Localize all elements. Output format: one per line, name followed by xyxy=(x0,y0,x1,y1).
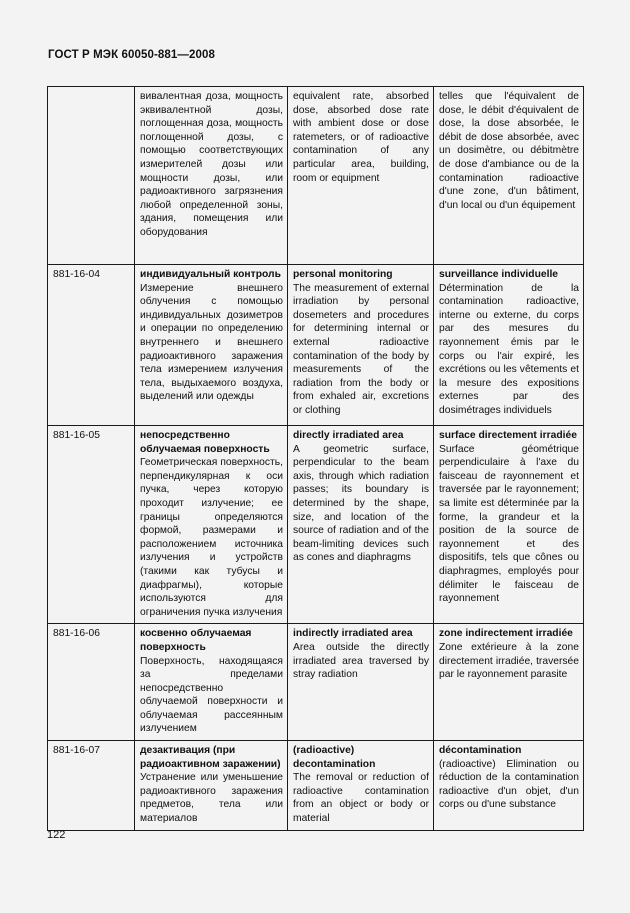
fr-term: surveillance individuelle xyxy=(439,269,559,280)
term-number: 881-16-07 xyxy=(48,741,135,831)
en-cell xyxy=(288,741,434,831)
ru-definition: Измерение внешнего облучения с помощью индивидуальных дозиметров и операции по определению внутреннего и внешнего радиоактивного заражения тела измерением излучения тела, выдыхаемого воздуха, выделений или одежды xyxy=(140,282,283,403)
en-cell xyxy=(288,87,434,265)
fr-cell xyxy=(434,741,584,831)
table-row xyxy=(48,87,584,265)
terms-table xyxy=(47,86,584,831)
ru-cell xyxy=(135,624,288,741)
ru-term: косвенно облучаемая поверхность xyxy=(140,628,252,653)
en-term: (radioactive) decontamination xyxy=(293,745,376,770)
ru-cell xyxy=(135,426,288,624)
ru-cell xyxy=(135,87,288,265)
fr-term: décontamination xyxy=(439,745,522,757)
fr-term: surface directement irradiée xyxy=(439,430,577,441)
ru-definition: Поверхность, находящаяся за пределами непосредственно облучаемой поверхности и облучаемая рассеянным излучением xyxy=(140,655,283,735)
en-cell xyxy=(288,265,434,426)
fr-cell xyxy=(434,624,584,741)
fr-cell xyxy=(434,265,584,426)
page-number: 122 xyxy=(47,829,66,841)
ru-cell xyxy=(135,741,288,831)
ru-term: индивидуальный контроль xyxy=(140,269,281,280)
fr-definition: Zone extérieure à la zone directement irradiée, traversée par le rayonnement parasite xyxy=(439,641,579,681)
ru-definition: Устранение или уменьшение радиоактивного заражения предметов, тела или материалов xyxy=(140,772,283,825)
table-row xyxy=(48,265,584,426)
en-term: personal monitoring xyxy=(293,269,393,280)
en-cell xyxy=(288,624,434,741)
term-number: 881-16-05 xyxy=(48,426,135,624)
en-definition: The removal or reduction of radioactive contamination from an object or body or material xyxy=(293,772,429,825)
en-cell xyxy=(288,426,434,624)
table-row xyxy=(48,426,584,624)
term-number: 881-16-04 xyxy=(48,265,135,426)
fr-definition: Détermination de la contamination radioactive, interne ou externe, du corps par des mesures du rayonnement émis par le corps ou l'air expiré, les excrétions ou les vêtements et la mesure des expositions externes par des dosimétrages individuels xyxy=(439,282,579,416)
en-definition: The measurement of external irradiation by personal dosemeters and procedures for determining internal or external radioactive contamination of the body by measurements of the radiation from the body or from exhaled air, excretions or clothing xyxy=(293,282,429,416)
en-definition: A geometric surface, perpendicular to the beam axis, through which radiation passes; its boundary is determined by the shape, size, and location of the source of radiation and of the beam-limiting devices such as cones and diaphragms xyxy=(293,443,429,564)
fr-cell xyxy=(434,87,584,265)
ru-term: дезактивация (при радиоактивном заражении) xyxy=(140,745,281,770)
term-number: 881-16-06 xyxy=(48,624,135,741)
fr-cell xyxy=(434,426,584,624)
table-row xyxy=(48,741,584,831)
document-header: ГОСТ Р МЭК 60050-881—2008 xyxy=(48,49,215,61)
en-definition: equivalent rate, absorbed dose, absorbed dose rate with ambient dose or dose ratemeters, or of radioactive contamination of any particular area, building, room or equipment xyxy=(293,91,429,184)
en-term: directly irradiated area xyxy=(293,430,404,441)
table-row xyxy=(48,624,584,741)
fr-definition: Surface géométrique perpendiculaire à l'axe du faisceau de rayonnement et traversée par le rayonnement; sa limite est déterminée par la forme, la grandeur et la position de la source de rayonnement et des dispositifs, tels que cônes ou diaphragmes, employés pour délimiter le faisceau de rayonnement xyxy=(439,443,579,605)
fr-definition: telles que l'équivalent de dose, le débit d'équivalent de dose, la dose absorbée, le débit de dose absorbée, avec un dosimètre, ou débitmètre de dose d'ambiance ou de la contamination radioactive d'une zone, d'un bâtiment, d'un local ou d'un équipement xyxy=(439,91,579,211)
fr-definition: (radioactive) Elimination ou réduction de la contamination radioactive d'un objet, d'un corps ou d'une substance xyxy=(439,758,579,811)
ru-term: непосредственно облучаемая поверхность xyxy=(140,430,270,455)
en-term: indirectly irradiated area xyxy=(293,628,413,640)
ru-cell xyxy=(135,265,288,426)
fr-term: zone indirectement irradiée xyxy=(439,628,573,640)
ru-definition: Геометрическая поверхность, перпендикулярная к оси пучка, через которую проходит излучение; ее границы определяются формой, размерами и расположением источника излучения и устройств (такими как тубусы и диафрагмы), которые используются для ограничения пучка излучения xyxy=(140,457,283,618)
en-definition: Area outside the directly irradiated area traversed by stray radiation xyxy=(293,641,429,681)
ru-definition: вивалентная доза, мощность эквивалентной дозы, поглощенная доза, мощность поглощенной дозы, с помощью соответствующих измерителей дозы или мощности дозы, или радиоактивного загрязнения любой определенной зоны, здания, помещения или оборудования xyxy=(140,91,283,238)
term-number xyxy=(48,87,135,265)
